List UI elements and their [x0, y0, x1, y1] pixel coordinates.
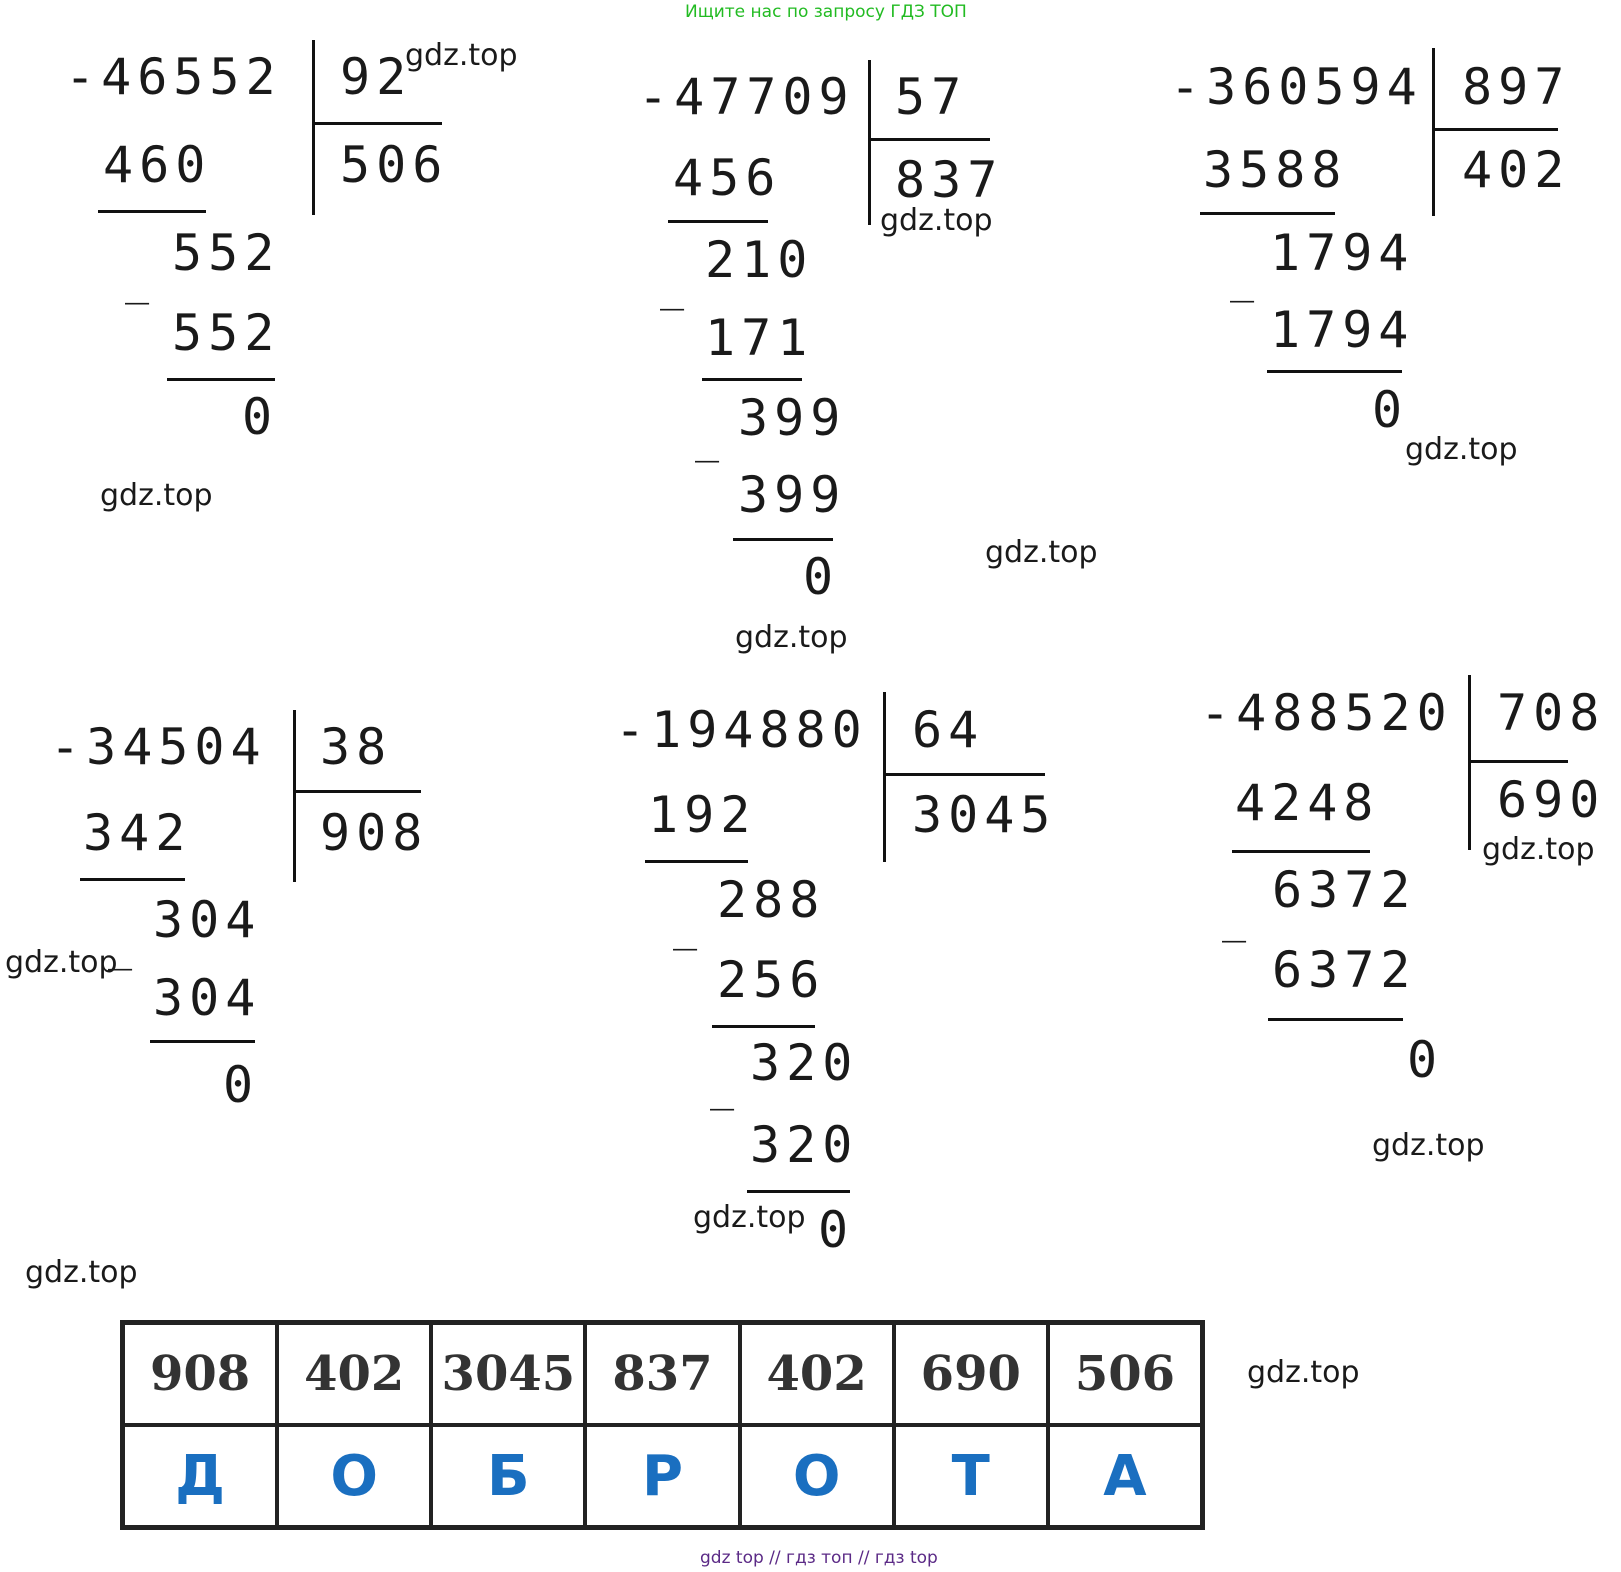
quotient: 506: [340, 136, 449, 194]
quotient: 3045: [912, 786, 1057, 844]
final-remainder: 0: [223, 1056, 260, 1114]
step-product: 342: [83, 804, 192, 862]
table-cell-letter: О: [740, 1425, 894, 1527]
watermark: gdz.top: [100, 478, 213, 513]
step-remainder: 552: [172, 224, 281, 282]
step-product: 456: [673, 149, 782, 207]
final-remainder: 0: [1372, 381, 1409, 439]
step-product: 171: [705, 309, 814, 367]
final-remainder: 0: [1407, 1031, 1444, 1089]
dividend: -194880: [615, 701, 868, 759]
minus-sign: _: [710, 1065, 735, 1111]
step-remainder: 320: [750, 1034, 859, 1092]
step-product: 399: [738, 466, 847, 524]
watermark: gdz.top: [405, 38, 518, 73]
step-product: 6372: [1272, 941, 1417, 999]
divisor: 897: [1462, 58, 1571, 116]
minus-sign: _: [660, 265, 685, 311]
watermark: gdz.top: [25, 1255, 138, 1290]
dividend: -47709: [638, 68, 855, 126]
final-remainder: 0: [818, 1201, 855, 1259]
table-cell-letter: Р: [585, 1425, 739, 1527]
footer-text: gdz top // гдз топ // гдз top: [700, 1548, 938, 1568]
table-cell-letter: Т: [894, 1425, 1048, 1527]
search-banner: Ищите нас по запросу ГДЗ ТОП: [685, 2, 967, 22]
table-cell-number: 402: [740, 1323, 894, 1425]
table-cell-number: 3045: [431, 1323, 585, 1425]
step-product: 192: [648, 786, 757, 844]
minus-sign: _: [1230, 257, 1255, 303]
table-cell-number: 908: [123, 1323, 277, 1425]
table-cell-letter: Д: [123, 1425, 277, 1527]
step-product: 1794: [1270, 301, 1415, 359]
step-product: 460: [103, 136, 212, 194]
watermark: gdz.top: [1372, 1128, 1485, 1163]
table-cell-number: 506: [1048, 1323, 1202, 1425]
quotient: 402: [1462, 141, 1571, 199]
dividend: -488520: [1200, 684, 1453, 742]
watermark: gdz.top: [735, 620, 848, 655]
step-remainder: 399: [738, 389, 847, 447]
step-remainder: 6372: [1272, 861, 1417, 919]
minus-sign: _: [125, 259, 150, 305]
dividend: -360594: [1170, 58, 1423, 116]
table-cell-letter: О: [277, 1425, 431, 1527]
minus-sign: _: [695, 417, 720, 463]
table-cell-number: 690: [894, 1323, 1048, 1425]
step-remainder: 288: [717, 871, 826, 929]
table-cell-number: 837: [585, 1323, 739, 1425]
final-remainder: 0: [242, 388, 279, 446]
watermark: gdz.top: [5, 945, 118, 980]
table-cell-letter: Б: [431, 1425, 585, 1527]
step-remainder: 304: [153, 891, 262, 949]
divisor: 64: [912, 701, 985, 759]
step-remainder: 1794: [1270, 224, 1415, 282]
step-product: 3588: [1203, 141, 1348, 199]
final-remainder: 0: [803, 548, 840, 606]
divisor: 38: [320, 718, 393, 776]
answer-table: [120, 1320, 1205, 1530]
step-product: 304: [153, 969, 262, 1027]
watermark: gdz.top: [693, 1200, 806, 1235]
watermark: gdz.top: [1405, 432, 1518, 467]
minus-sign: _: [673, 905, 698, 951]
table-cell-letter: А: [1048, 1425, 1202, 1527]
divisor: 57: [895, 68, 968, 126]
dividend: -34504: [50, 718, 267, 776]
watermark: gdz.top: [1247, 1355, 1360, 1390]
step-remainder: 210: [705, 231, 814, 289]
step-product: 320: [750, 1116, 859, 1174]
step-product: 552: [172, 304, 281, 362]
quotient: 690: [1497, 771, 1606, 829]
quotient: 837: [895, 151, 1004, 209]
step-product: 4248: [1235, 774, 1380, 832]
divisor: 708: [1497, 684, 1606, 742]
table-cell-number: 402: [277, 1323, 431, 1425]
minus-sign: _: [108, 925, 133, 971]
dividend: -46552: [65, 48, 282, 106]
divisor: 92: [340, 48, 413, 106]
quotient: 908: [320, 804, 429, 862]
watermark: gdz.top: [1482, 832, 1595, 867]
step-product: 256: [717, 951, 826, 1009]
minus-sign: _: [1222, 897, 1247, 943]
watermark: gdz.top: [985, 535, 1098, 570]
watermark: gdz.top: [880, 203, 993, 238]
